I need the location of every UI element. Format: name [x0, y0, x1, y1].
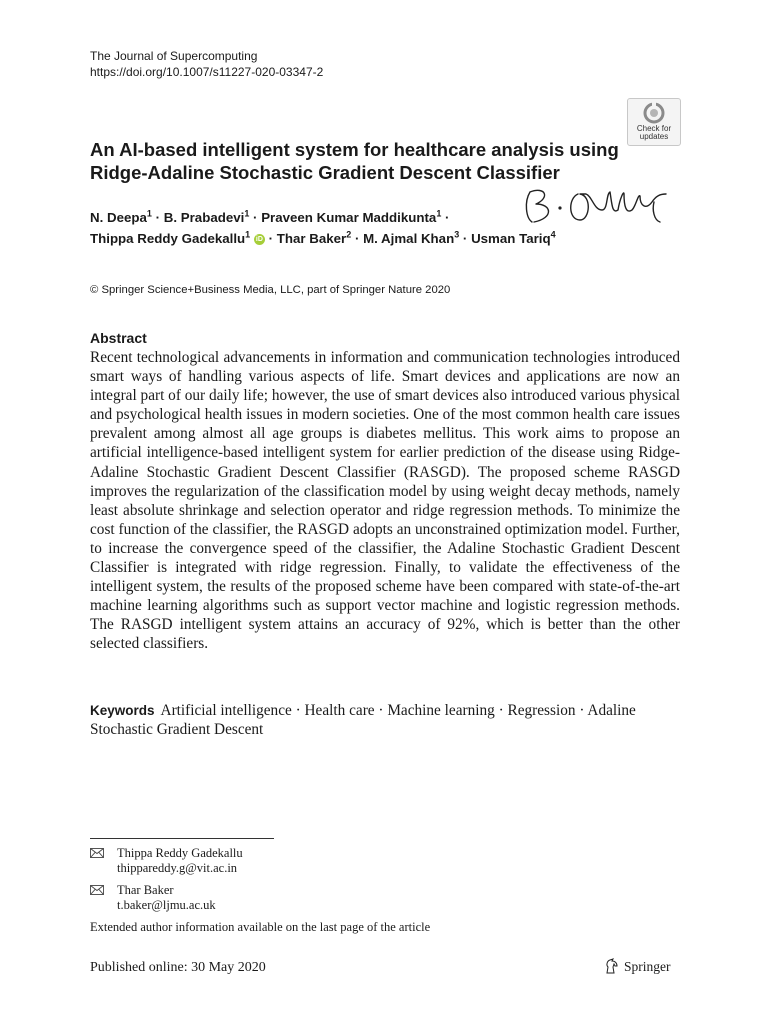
abstract-heading: Abstract: [90, 330, 147, 346]
author-separator: ·: [155, 210, 161, 225]
published-date: Published online: 30 May 2020: [90, 960, 266, 975]
orcid-icon[interactable]: iD: [255, 235, 263, 243]
handwritten-signature: [520, 184, 680, 228]
journal-header: [90, 48, 323, 80]
keywords-heading: Keywords: [90, 703, 155, 718]
author-line-1: [90, 207, 556, 228]
author-name[interactable]: Praveen Kumar Maddikunta: [261, 210, 437, 225]
footnote-divider: [90, 838, 274, 839]
correspondence-name: Thar Baker: [117, 883, 174, 897]
author-name[interactable]: Usman Tariq: [471, 231, 551, 246]
author-affiliation: 1: [245, 229, 251, 240]
author-separator: ·: [462, 231, 468, 246]
author-affiliation: 2: [346, 229, 352, 240]
author-separator: ·: [445, 210, 450, 225]
envelope-icon: [90, 885, 104, 895]
check-for-updates-icon: [643, 102, 665, 124]
author-name[interactable]: N. Deepa: [90, 210, 147, 225]
author-affiliation: 1: [244, 208, 250, 219]
badge-line-1: Check for: [636, 124, 672, 133]
author-name[interactable]: Thippa Reddy Gadekallu: [90, 231, 246, 246]
envelope-icon: [90, 848, 104, 858]
keywords-section: [90, 701, 680, 739]
author-separator: ·: [253, 210, 258, 225]
copyright-notice: © Springer Science+Business Media, LLC, part of Springer Nature 2020: [90, 284, 451, 296]
paper-title: An AI-based intelligent system for healthcare analysis using Ridge-Adaline Stochastic Gradient Descent Classifier: [90, 139, 619, 183]
badge-line-2: updates: [639, 132, 669, 141]
author-name[interactable]: M. Ajmal Khan: [363, 231, 455, 246]
abstract-text: Recent technological advancements in information and communication technologies introduced smart ways of handling various aspects of life. Smart devices and applications are now an integral part of our daily life; however, the use of smart devices also introduced various physical and psychological health issues in modern societies. One of the most common health care issues prevalent among almost all age groups is diabetes mellitus. This work aims to propose an artificial intelligence-based intelligent system for earlier prediction of the disease using Ridge-Adaline Stochastic Gradient Descent Classifier (RASGD). The proposed scheme RASGD improves the regularization of the classification model by using weight decay methods, namely least absolute shrinkage and selection operator and ridge regression methods. To minimize the cost function of the classifier, the RASGD adopts an unconstrained optimization model. Further, to increase the convergence speed of the classifier, the Adaline Stochastic Gradient Descent Classifier is integrated with ridge regression. Finally, to validate the effectiveness of the intelligent system, the results of the proposed scheme have been compared with state-of-the-art machine learning algorithms such as support vector machine and logistic regression methods. The RASGD intelligent system attains an accuracy of 92%, which is better than the other selected classifiers.: [90, 349, 680, 653]
correspondence-name: Thippa Reddy Gadekallu: [117, 846, 243, 860]
author-separator: ·: [268, 231, 274, 246]
author-name[interactable]: Thar Baker: [276, 231, 347, 246]
author-separator: ·: [354, 231, 360, 246]
author-affiliation: 3: [454, 229, 460, 240]
author-line-2: [90, 228, 556, 249]
correspondence-email[interactable]: t.baker@ljmu.ac.uk: [117, 898, 216, 912]
journal-name: The Journal of Supercomputing: [90, 49, 258, 63]
author-list: [90, 207, 556, 249]
author-name[interactable]: B. Prabadevi: [163, 210, 245, 225]
publisher-logo: [604, 958, 671, 975]
extended-author-info: Extended author information available on the last page of the article: [90, 920, 431, 934]
springer-horse-icon: [604, 958, 620, 974]
author-affiliation: 1: [146, 208, 152, 219]
correspondence-email[interactable]: thippareddy.g@vit.ac.in: [117, 861, 238, 875]
author-affiliation: 1: [436, 208, 442, 219]
author-affiliation: 4: [550, 229, 556, 240]
journal-doi-link[interactable]: https://doi.org/10.1007/s11227-020-03347-2: [90, 65, 324, 79]
keywords-text: Artificial intelligence · Health care · Machine learning · Regression · Adaline Stochastic Gradient Descent: [90, 702, 636, 739]
publisher-name: Springer: [624, 959, 671, 974]
